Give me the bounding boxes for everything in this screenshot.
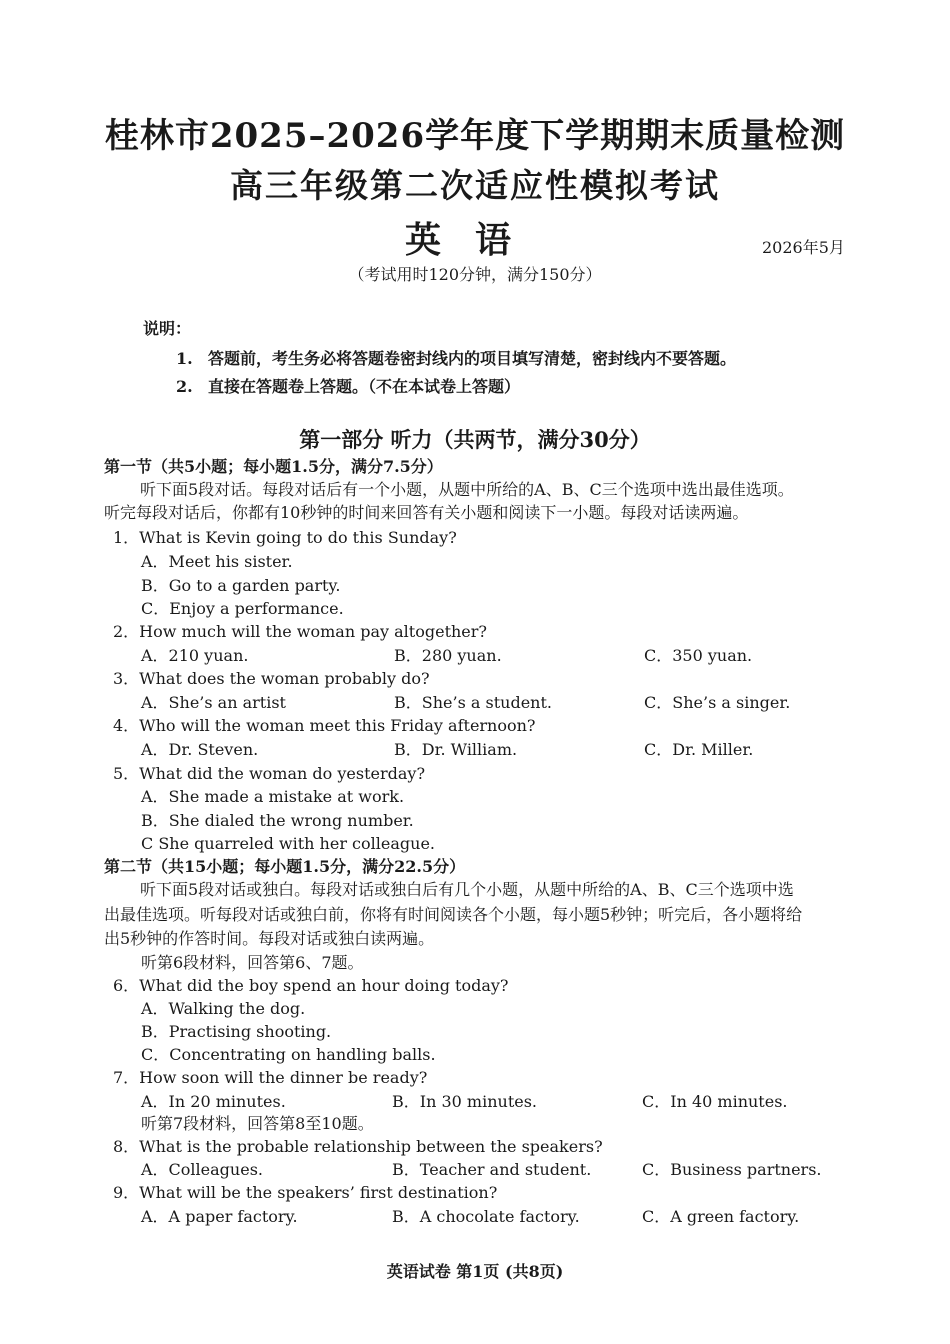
page-footer: 英语试卷 第1页 (共8页) [386,1262,564,1281]
section1-heading: 第一节（共5小题；每小题1.5分，满分7.5分） [104,457,443,476]
section2-heading: 第二节（共15小题；每小题1.5分，满分22.5分） [104,857,466,876]
option-a: A．Walking the dog. [141,999,306,1018]
section2-instruction: 听下面5段对话或独白。每段对话或独白后有几个小题，从题中所给的A、B、C三个选项中选 [140,880,794,899]
option-b: B．She dialed the wrong number. [141,811,414,830]
question-stem: 5．What did the woman do yesterday? [113,764,426,783]
exam-title-line1: 桂林市2025–2026学年度下学期期末质量检测 [104,116,846,156]
option-c: C．Concentrating on handling balls. [141,1045,436,1064]
option-b: B．Practising shooting. [141,1022,332,1041]
section2-instruction: 出最佳选项。听每段对话或独白前，你将有时间阅读各个小题，每小题5秒钟；听完后，各小题将给 [104,905,803,924]
material-note: 听第6段材料，回答第6、7题。 [141,953,364,972]
question-stem: 2．How much will the woman pay altogether? [113,622,487,641]
exam-date: 2026年5月 [762,238,845,257]
question-stem: 9．What will be the speakers’ first destination? [113,1183,498,1202]
subject-title: 英语 [404,219,545,261]
option-b: B．In 30 minutes. [392,1092,538,1111]
question-stem: 7．How soon will the dinner be ready? [113,1068,428,1087]
option-c: C．In 40 minutes. [642,1092,788,1111]
note-item [176,346,736,369]
material-note: 听第7段材料，回答第8至10题。 [141,1114,374,1133]
section1-instruction: 听下面5段对话。每段对话后有一个小题，从题中所给的A、B、C三个选项中选出最佳选项。 [140,480,794,499]
question-stem: 3．What does the woman probably do? [113,669,430,688]
option-a: A．She’s an artist [141,693,286,712]
exam-title-line2: 高三年级第二次适应性模拟考试 [230,166,720,205]
question-stem: 4．Who will the woman meet this Friday afternoon? [113,716,536,735]
note-number: 1. [176,349,193,368]
option-b: B．Dr. William. [394,740,518,759]
note-text: 直接在答题卷上答题。（不在本试卷上答题） [208,377,521,396]
option-a: A．In 20 minutes. [141,1092,286,1111]
question-stem: 6．What did the boy spend an hour doing today? [113,976,509,995]
option-c: C．A green factory. [642,1207,800,1226]
option-a: A．210 yuan. [141,646,249,665]
option-a: A．A paper factory. [141,1207,298,1226]
option-c: C She quarreled with her colleague. [141,834,435,853]
notes-heading: 说明： [143,319,192,338]
option-c: C．350 yuan. [644,646,753,665]
option-b: B．A chocolate factory. [392,1207,580,1226]
note-text: 答题前，考生务必将答题卷密封线内的项目填写清楚，密封线内不要答题。 [208,349,737,368]
question-stem: 1．What is Kevin going to do this Sunday? [113,528,457,547]
option-a: A．Colleagues. [141,1160,263,1179]
time-note: （考试用时120分钟，满分150分） [348,265,602,284]
option-b: B．280 yuan. [394,646,502,665]
part1-title: 第一部分 听力（共两节，满分30分） [299,427,651,452]
option-c: C．Enjoy a performance. [141,599,344,618]
option-b: B．Go to a garden party. [141,576,341,595]
question-stem: 8．What is the probable relationship between the speakers? [113,1137,603,1156]
option-b: B．Teacher and student. [392,1160,592,1179]
note-number: 2. [176,377,193,396]
option-b: B．She’s a student. [394,693,552,712]
section2-instruction: 出5秒钟的作答时间。每段对话或独白读两遍。 [104,929,435,948]
option-a: A．She made a mistake at work. [141,787,405,806]
option-c: C．She’s a singer. [644,693,791,712]
option-c: C．Dr. Miller. [644,740,754,759]
note-item [176,374,520,397]
option-c: C．Business partners. [642,1160,822,1179]
option-a: A．Meet his sister. [141,552,293,571]
option-a: A．Dr. Steven. [141,740,259,759]
section1-instruction: 听完每段对话后，你都有10秒钟的时间来回答有关小题和阅读下一小题。每段对话读两遍。 [104,503,749,522]
